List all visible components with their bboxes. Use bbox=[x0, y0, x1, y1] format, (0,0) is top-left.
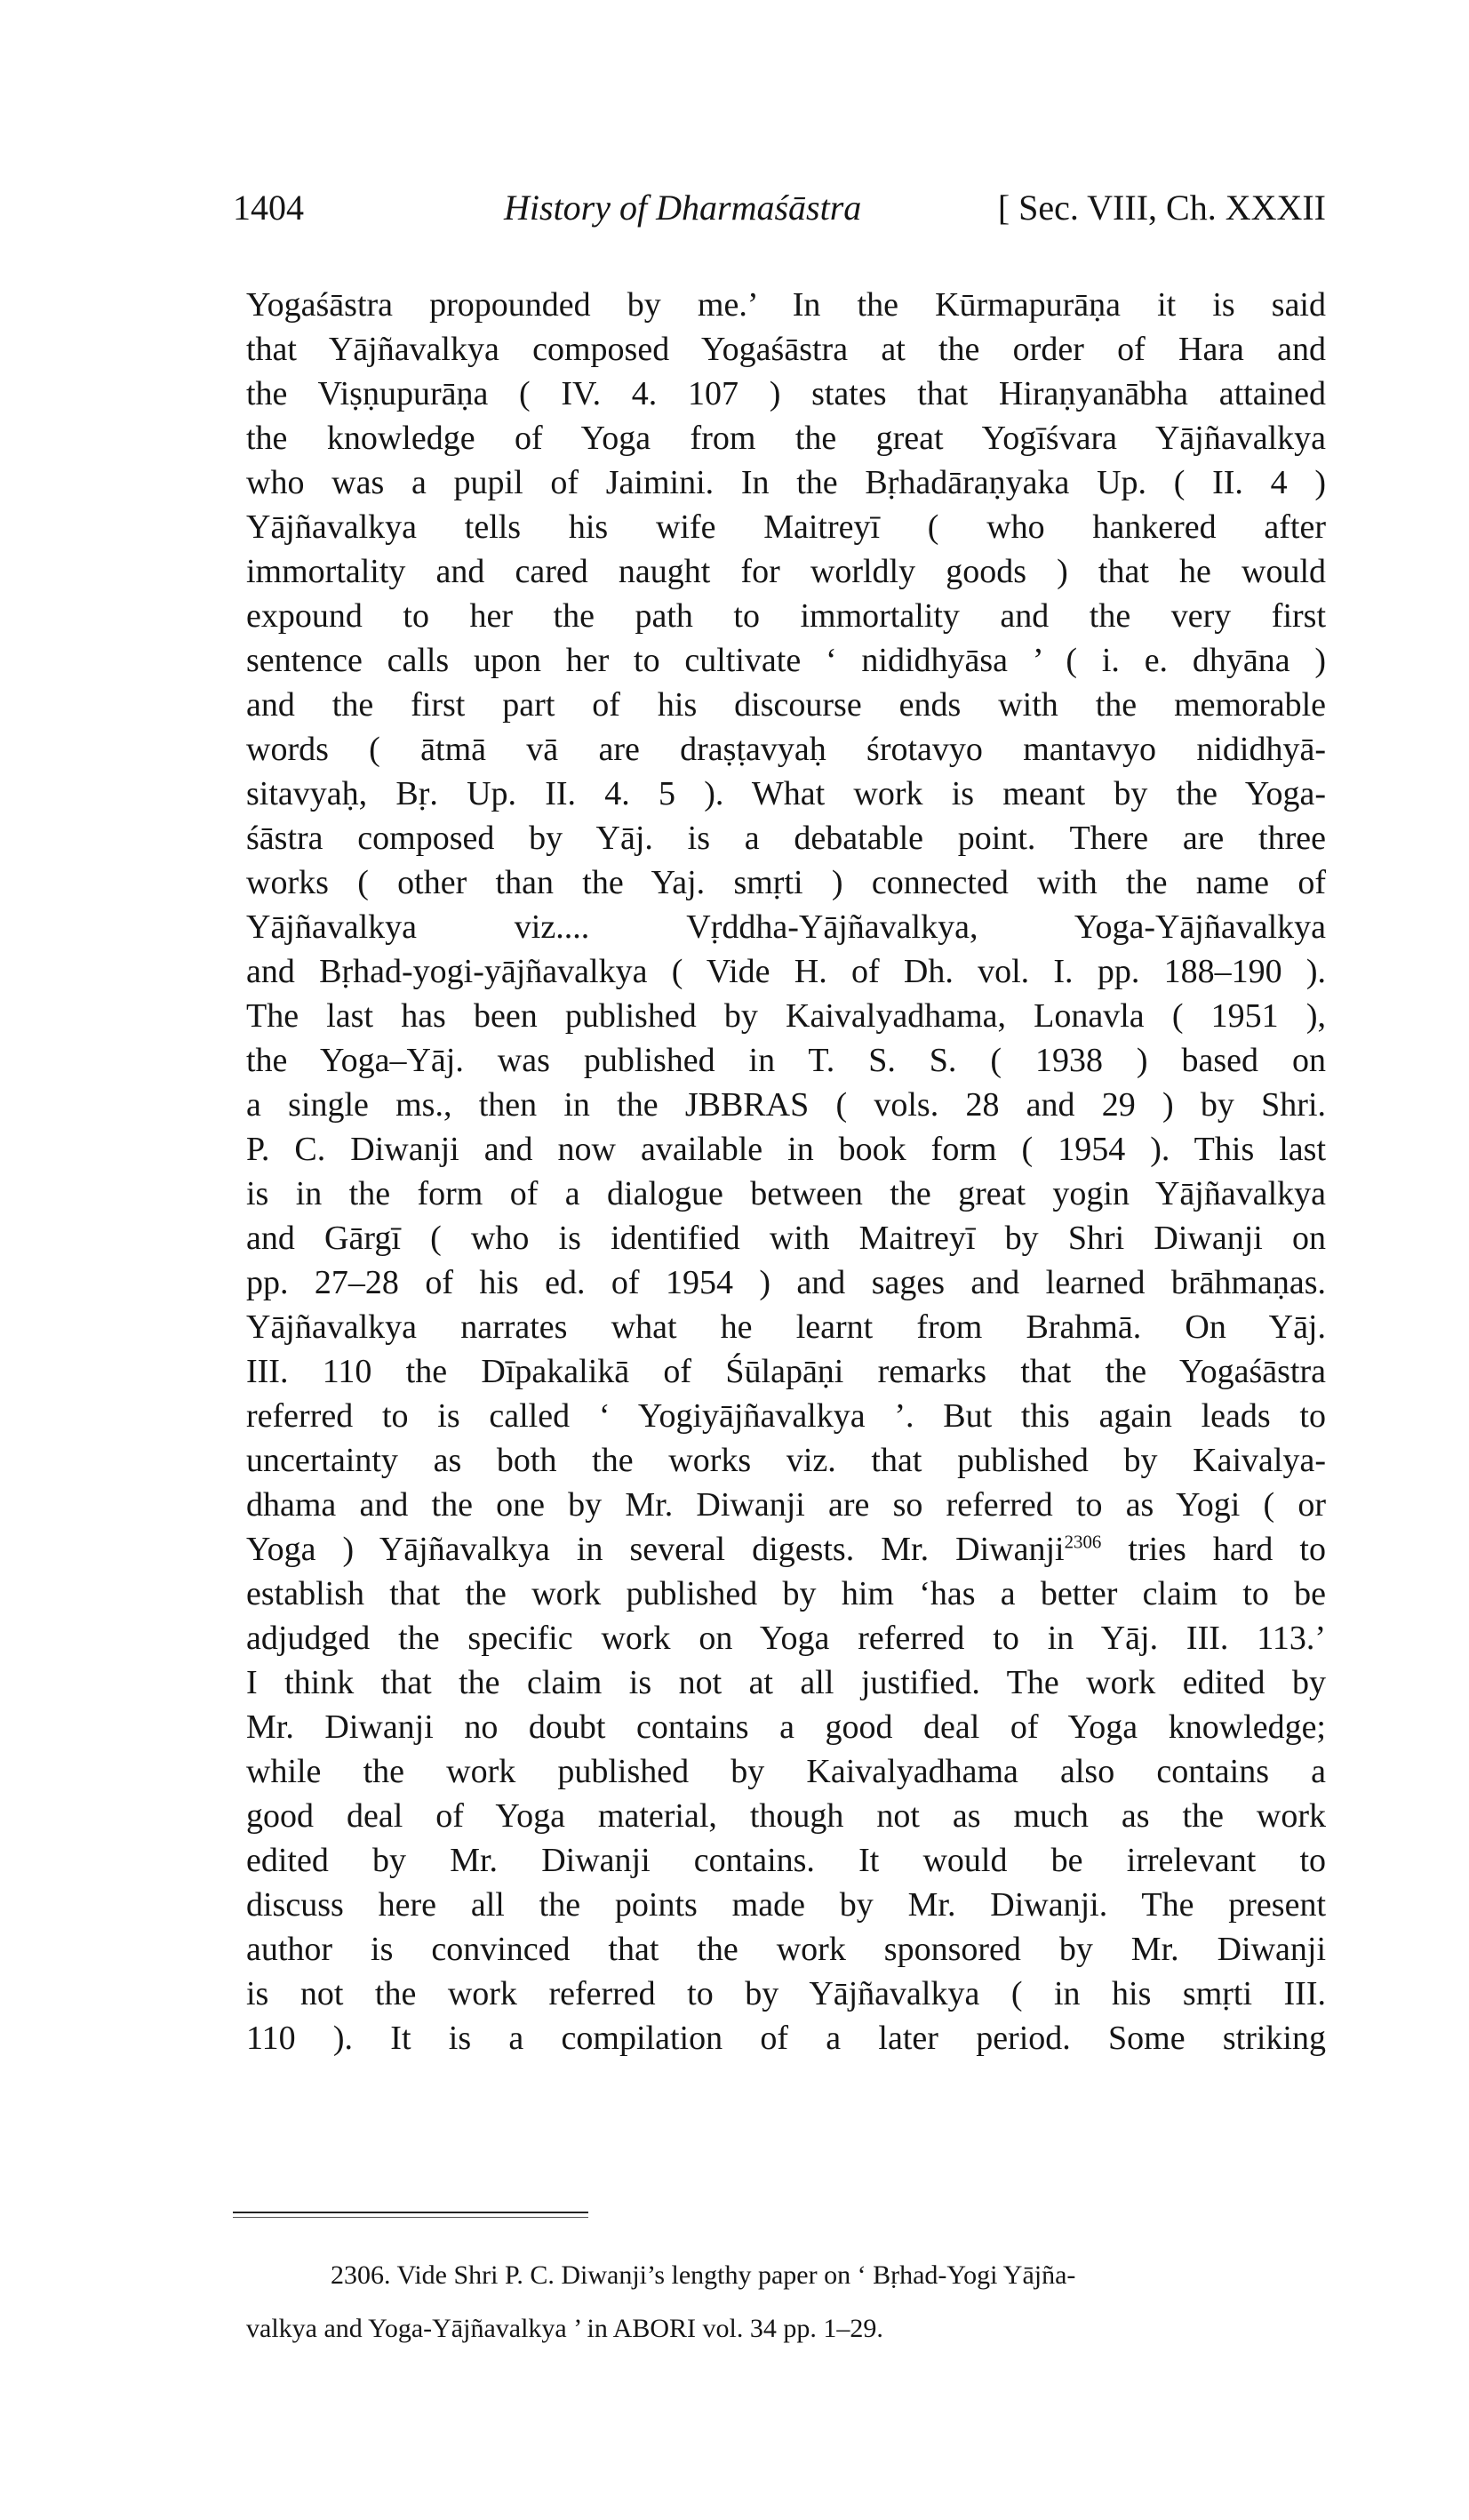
text-line: words ( ātmā vā are draṣṭavyaḥ śrotavyo mantavyo nididhyā- bbox=[246, 731, 1326, 768]
text-line-with-footnote-ref bbox=[246, 1527, 1326, 1572]
text-line: sitavyaḥ, Bṛ. Up. II. 4. 5 ). What work is meant by the Yoga- bbox=[246, 775, 1326, 812]
text-line: who was a pupil of Jaimini. In the Bṛhadāraṇyaka Up. ( II. 4 ) bbox=[246, 464, 1326, 501]
text-line: sentence calls upon her to cultivate ‘ nididhyāsa ’ ( i. e. dhyāna ) bbox=[246, 642, 1326, 679]
text-line: that Yājñavalkya composed Yogaśāstra at the order of Hara and bbox=[246, 331, 1326, 368]
text-line: Yājñavalkya viz.... Vṛddha-Yājñavalkya, Yoga-Yājñavalkya bbox=[246, 908, 1326, 946]
text-line: works ( other than the Yaj. smṛti ) connected with the name of bbox=[246, 864, 1326, 901]
text-line: is in the form of a dialogue between the great yogin Yājñavalkya bbox=[246, 1175, 1326, 1212]
text-line: immortality and cared naught for worldly goods ) that he would bbox=[246, 553, 1326, 590]
text-line: Mr. Diwanji no doubt contains a good deal of Yoga knowledge; bbox=[246, 1708, 1326, 1746]
text-line: and Bṛhad-yogi-yājñavalkya ( Vide H. of Dh. vol. I. pp. 188–190 ). bbox=[246, 953, 1326, 990]
text-line: while the work published by Kaivalyadhama also contains a bbox=[246, 1753, 1326, 1790]
text-line: III. 110 the Dīpakalikā of Śūlapāṇi remarks that the Yogaśāstra bbox=[246, 1353, 1326, 1390]
text-line: discuss here all the points made by Mr. Diwanji. The present bbox=[246, 1886, 1326, 1924]
text-line: referred to is called ‘ Yogiyājñavalkya ’. But this again leads to bbox=[246, 1397, 1326, 1435]
running-title: History of Dharmaśāstra bbox=[504, 188, 862, 228]
text-line: is not the work referred to by Yājñavalkya ( in his smṛti III. bbox=[246, 1975, 1326, 2012]
text-line: Yājñavalkya tells his wife Maitreyī ( who hankered after bbox=[246, 508, 1326, 546]
text-line: The last has been published by Kaivalyadhama, Lonavla ( 1951 ), bbox=[246, 997, 1326, 1035]
footnote bbox=[246, 2249, 1326, 2356]
footnote-separator bbox=[233, 2212, 588, 2213]
section-reference: [ Sec. VIII, Ch. XXXII bbox=[997, 188, 1326, 228]
text-line: the Viṣṇupurāṇa ( IV. 4. 107 ) states that Hiraṇyanābha attained bbox=[246, 375, 1326, 412]
text-line: dhama and the one by Mr. Diwanji are so referred to as Yogi ( or bbox=[246, 1486, 1326, 1524]
footnote-reference: 2306 bbox=[1064, 1531, 1102, 1553]
text-line: good deal of Yoga material, though not as much as the work bbox=[246, 1797, 1326, 1835]
text-line: uncertainty as both the works viz. that published by Kaivalya- bbox=[246, 1442, 1326, 1479]
text-line-start: Yoga ) Yājñavalkya in several digests. Mr. Diwanji bbox=[246, 1531, 1065, 1568]
text-line: edited by Mr. Diwanji contains. It would be irrelevant to bbox=[246, 1842, 1326, 1879]
text-line: a single ms., then in the JBBRAS ( vols. 28 and 29 ) by Shri. bbox=[246, 1086, 1326, 1124]
text-line: the Yoga–Yāj. was published in T. S. S. ( 1938 ) based on bbox=[246, 1042, 1326, 1079]
text-line: establish that the work published by him ‘has a better claim to be bbox=[246, 1575, 1326, 1612]
text-line: Yogaśāstra propounded by me.’ In the Kūrmapurāṇa it is said bbox=[246, 286, 1326, 324]
text-line: Yājñavalkya narrates what he learnt from Brahmā. On Yāj. bbox=[246, 1308, 1326, 1346]
text-line: I think that the claim is not at all justified. The work edited by bbox=[246, 1664, 1326, 1701]
text-line: author is convinced that the work sponsored by Mr. Diwanji bbox=[246, 1931, 1326, 1968]
text-line: 110 ). It is a compilation of a later period. Some striking bbox=[246, 2020, 1326, 2057]
text-line-end: tries hard to bbox=[1101, 1531, 1326, 1568]
page-header bbox=[233, 187, 1326, 240]
page-number: 1404 bbox=[233, 188, 304, 228]
text-line: expound to her the path to immortality and the very first bbox=[246, 597, 1326, 635]
footnote-line: 2306. Vide Shri P. C. Diwanji’s lengthy paper on ‘ Bṛhad-Yogi Yājña- bbox=[331, 2260, 1076, 2290]
text-line: adjudged the specific work on Yoga referred to in Yāj. III. 113.’ bbox=[246, 1620, 1326, 1657]
text-line: and Gārgī ( who is identified with Maitreyī by Shri Diwanji on bbox=[246, 1220, 1326, 1257]
body-text bbox=[246, 283, 1326, 2060]
text-line: the knowledge of Yoga from the great Yogīśvara Yājñavalkya bbox=[246, 420, 1326, 457]
text-line: pp. 27–28 of his ed. of 1954 ) and sages and learned brāhmaṇas. bbox=[246, 1264, 1326, 1301]
footnote-separator-thin bbox=[233, 2217, 588, 2218]
text-line: P. C. Diwanji and now available in book form ( 1954 ). This last bbox=[246, 1131, 1326, 1168]
footnote-line: valkya and Yoga-Yājñavalkya ’ in ABORI vol. 34 pp. 1–29. bbox=[246, 2314, 883, 2343]
text-line: and the first part of his discourse ends with the memorable bbox=[246, 686, 1326, 724]
text-line: śāstra composed by Yāj. is a debatable point. There are three bbox=[246, 820, 1326, 857]
